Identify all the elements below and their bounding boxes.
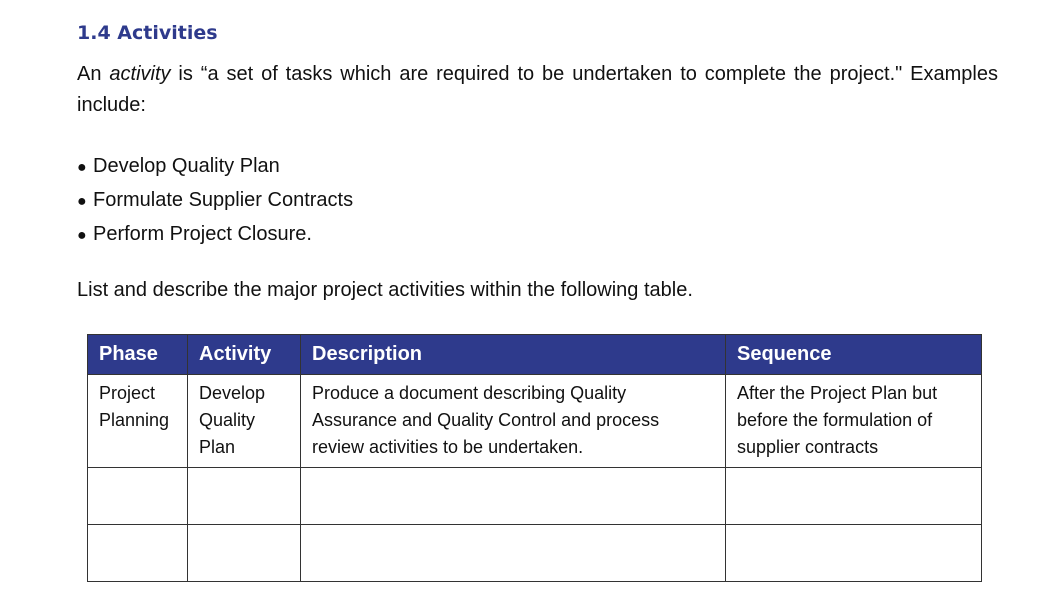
cell-phase[interactable]: Project Planning: [88, 375, 188, 468]
header-sequence: Sequence: [726, 335, 982, 375]
table-row: [88, 525, 982, 582]
intro-term: activity: [109, 63, 171, 85]
list-item: [77, 150, 353, 184]
list-item-text: Perform Project Closure.: [93, 223, 312, 245]
section-heading: 1.4 Activities: [77, 22, 218, 44]
cell-description[interactable]: [301, 525, 726, 582]
cell-phase[interactable]: [88, 468, 188, 525]
examples-list: [77, 150, 353, 252]
header-activity: Activity: [188, 335, 301, 375]
header-phase: Phase: [88, 335, 188, 375]
bullet-icon: ●: [77, 227, 87, 244]
cell-description[interactable]: [301, 468, 726, 525]
list-item-text: Develop Quality Plan: [93, 155, 280, 177]
table-row: [88, 375, 982, 468]
intro-prefix: An: [77, 63, 110, 85]
cell-activity[interactable]: Develop Quality Plan: [188, 375, 301, 468]
intro-paragraph: [77, 59, 998, 121]
list-item-text: Formulate Supplier Contracts: [93, 189, 354, 211]
cell-activity[interactable]: [188, 468, 301, 525]
intro-suffix: is “a set of tasks which are required to be undertaken to complete the project." Examples include:: [77, 63, 998, 116]
table-header-row: [88, 335, 982, 375]
bullet-icon: ●: [77, 193, 87, 210]
cell-phase[interactable]: [88, 525, 188, 582]
cell-sequence[interactable]: [726, 468, 982, 525]
header-description: Description: [301, 335, 726, 375]
list-item: [77, 184, 353, 218]
bullet-icon: ●: [77, 159, 87, 176]
cell-description[interactable]: Produce a document describing Quality Assurance and Quality Control and process review activities to be undertaken.: [301, 375, 726, 468]
cell-sequence[interactable]: After the Project Plan but before the formulation of supplier contracts: [726, 375, 982, 468]
instruction-text: List and describe the major project activities within the following table.: [77, 279, 693, 301]
list-item: [77, 218, 353, 252]
table-row: [88, 468, 982, 525]
activities-table: [87, 334, 982, 582]
cell-activity[interactable]: [188, 525, 301, 582]
cell-sequence[interactable]: [726, 525, 982, 582]
